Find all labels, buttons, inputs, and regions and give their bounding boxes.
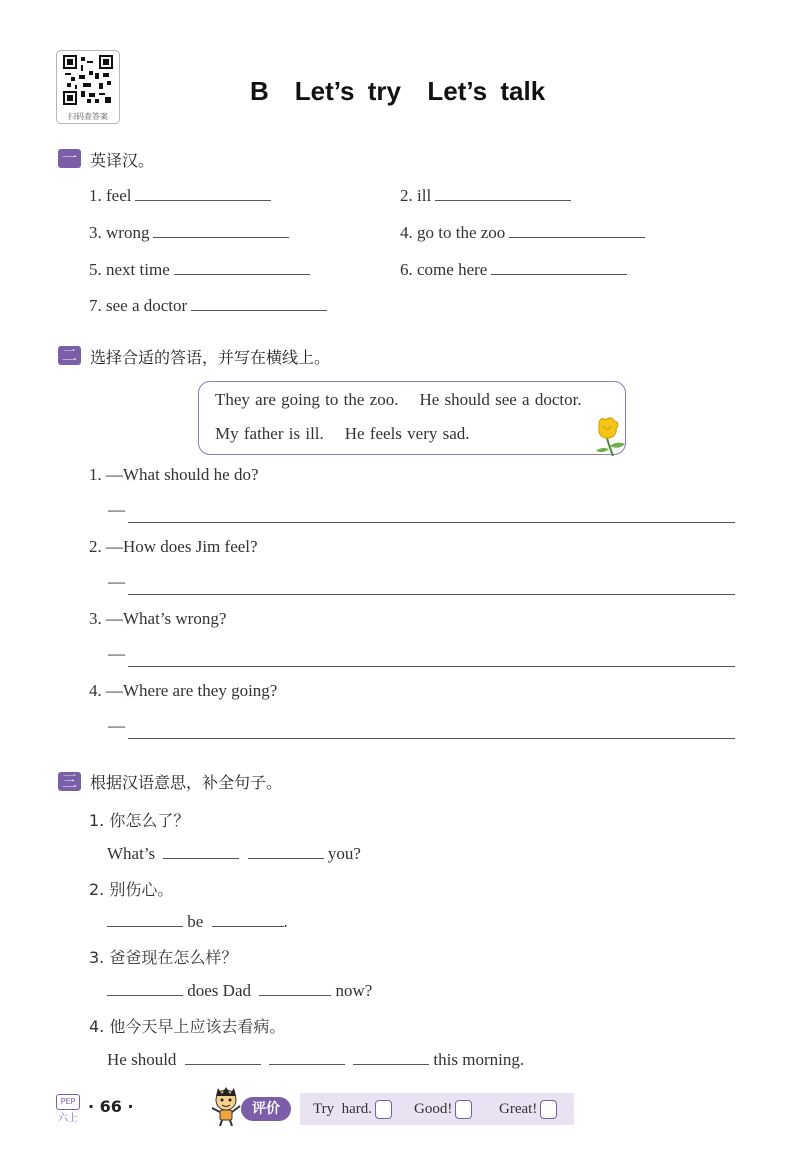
- answer-options-box: [198, 381, 626, 455]
- s3-item-4-prefix: He should: [107, 1050, 177, 1069]
- s3-item-1-english: [107, 843, 361, 864]
- s1-item-5-label: 5. next time: [89, 260, 170, 279]
- page-title: [250, 76, 545, 107]
- s3-item-4-english: [107, 1049, 524, 1070]
- section-2-number-badge: 二: [58, 346, 81, 365]
- s1-item-3: [89, 222, 289, 243]
- evaluation-label: 评价: [241, 1097, 291, 1121]
- s3-item-4-chinese: 4. 他今天早上应该去看病。: [89, 1017, 286, 1036]
- s3-item-3-middle: does Dad: [187, 981, 251, 1000]
- s1-item-4-label: 4. go to the zoo: [400, 223, 506, 242]
- s2-answer-3-dash: —: [108, 644, 125, 663]
- s3-item-2-english: [107, 911, 288, 932]
- s1-item-6: [400, 259, 627, 280]
- eval-option-great[interactable]: [499, 1100, 557, 1119]
- s2-answer-3-line[interactable]: [128, 666, 735, 667]
- eval-option-try-hard[interactable]: [313, 1100, 392, 1119]
- s1-item-1-blank[interactable]: [135, 185, 271, 201]
- section-3-title: 根据汉语意思，补全句子。: [90, 773, 283, 792]
- eval-option-try-hard-label: Try hard.: [313, 1100, 373, 1117]
- section-2-title: 选择合适的答语，并写在横线上。: [90, 348, 331, 367]
- s1-item-6-label: 6. come here: [400, 260, 488, 279]
- s3-item-3-blank-1[interactable]: [107, 980, 183, 996]
- s1-item-1: [89, 185, 271, 206]
- s3-item-3-english: [107, 980, 372, 1001]
- s2-question-3: 3. —What’s wrong?: [89, 609, 227, 628]
- s1-item-7: [89, 295, 327, 316]
- s1-item-4: [400, 222, 645, 243]
- pep-badge: PEP: [56, 1094, 80, 1110]
- s3-item-1-blank-1[interactable]: [163, 843, 239, 859]
- s1-item-7-blank[interactable]: [191, 295, 327, 311]
- flower-icon: [593, 416, 627, 456]
- s2-question-4: 4. —Where are they going?: [89, 681, 278, 700]
- section-1-number-badge: 一: [58, 149, 81, 168]
- qr-code-icon: [63, 55, 113, 105]
- s3-item-4-suffix: this morning.: [433, 1050, 525, 1069]
- s2-answer-2-line[interactable]: [128, 594, 735, 595]
- cartoon-boy-icon: [208, 1086, 244, 1126]
- s2-question-1: 1. —What should he do?: [89, 465, 259, 484]
- eval-option-good-label: Good!: [414, 1100, 453, 1117]
- s3-item-1-prefix: What’s: [107, 844, 156, 863]
- s1-item-1-label: 1. feel: [89, 186, 132, 205]
- s3-item-3-suffix: now?: [335, 981, 373, 1000]
- s1-item-5: [89, 259, 310, 280]
- title-text: Let’s try Let’s talk: [294, 76, 546, 106]
- s1-item-7-label: 7. see a doctor: [89, 296, 188, 315]
- answer-options-line-1: They are going to the zoo. He should see a doctor.: [215, 390, 582, 409]
- s3-item-2-suffix: .: [283, 912, 288, 931]
- s2-answer-4-dash: —: [108, 716, 125, 735]
- s3-item-1-chinese: 1. 你怎么了？: [89, 811, 190, 830]
- title-letter: B: [250, 76, 269, 106]
- s1-item-4-blank[interactable]: [509, 222, 645, 238]
- s3-item-2-blank-2[interactable]: [212, 911, 284, 927]
- grade-label: 六上: [58, 1113, 78, 1124]
- s3-item-2-middle: be: [187, 912, 204, 931]
- s3-item-4-blank-2[interactable]: [269, 1049, 345, 1065]
- s1-item-3-label: 3. wrong: [89, 223, 150, 242]
- s3-item-3-chinese: 3. 爸爸现在怎么样？: [89, 948, 238, 967]
- s2-answer-4-line[interactable]: [128, 738, 735, 739]
- eval-option-good[interactable]: [414, 1100, 472, 1119]
- s1-item-2: [400, 185, 571, 206]
- s1-item-2-label: 2. ill: [400, 186, 432, 205]
- s3-item-2-chinese: 2. 别伤心。: [89, 880, 174, 899]
- answer-options-line-2: My father is ill. He feels very sad.: [215, 424, 470, 443]
- s3-item-4-blank-3[interactable]: [353, 1049, 429, 1065]
- section-1-title: 英译汉。: [90, 151, 155, 170]
- s3-item-3-blank-2[interactable]: [259, 980, 331, 996]
- s3-item-4-blank-1[interactable]: [185, 1049, 261, 1065]
- s1-item-5-blank[interactable]: [174, 259, 310, 275]
- section-3-number-badge: 三: [58, 772, 81, 791]
- eval-good-checkbox[interactable]: [455, 1100, 472, 1119]
- s2-answer-2-dash: —: [108, 572, 125, 591]
- page-number: · 66 ·: [88, 1097, 134, 1116]
- eval-option-great-label: Great!: [499, 1100, 538, 1117]
- eval-great-checkbox[interactable]: [540, 1100, 557, 1119]
- s1-item-2-blank[interactable]: [435, 185, 571, 201]
- s2-question-2: 2. —How does Jim feel?: [89, 537, 258, 556]
- eval-try-hard-checkbox[interactable]: [375, 1100, 392, 1119]
- s1-item-6-blank[interactable]: [491, 259, 627, 275]
- s2-answer-1-dash: —: [108, 500, 125, 519]
- qr-code[interactable]: [56, 50, 120, 124]
- s1-item-3-blank[interactable]: [153, 222, 289, 238]
- s3-item-1-suffix: you?: [327, 844, 361, 863]
- s3-item-2-blank-1[interactable]: [107, 911, 183, 927]
- s2-answer-1-line[interactable]: [128, 522, 735, 523]
- s3-item-1-blank-2[interactable]: [248, 843, 324, 859]
- qr-caption: 扫码查答案: [68, 112, 108, 121]
